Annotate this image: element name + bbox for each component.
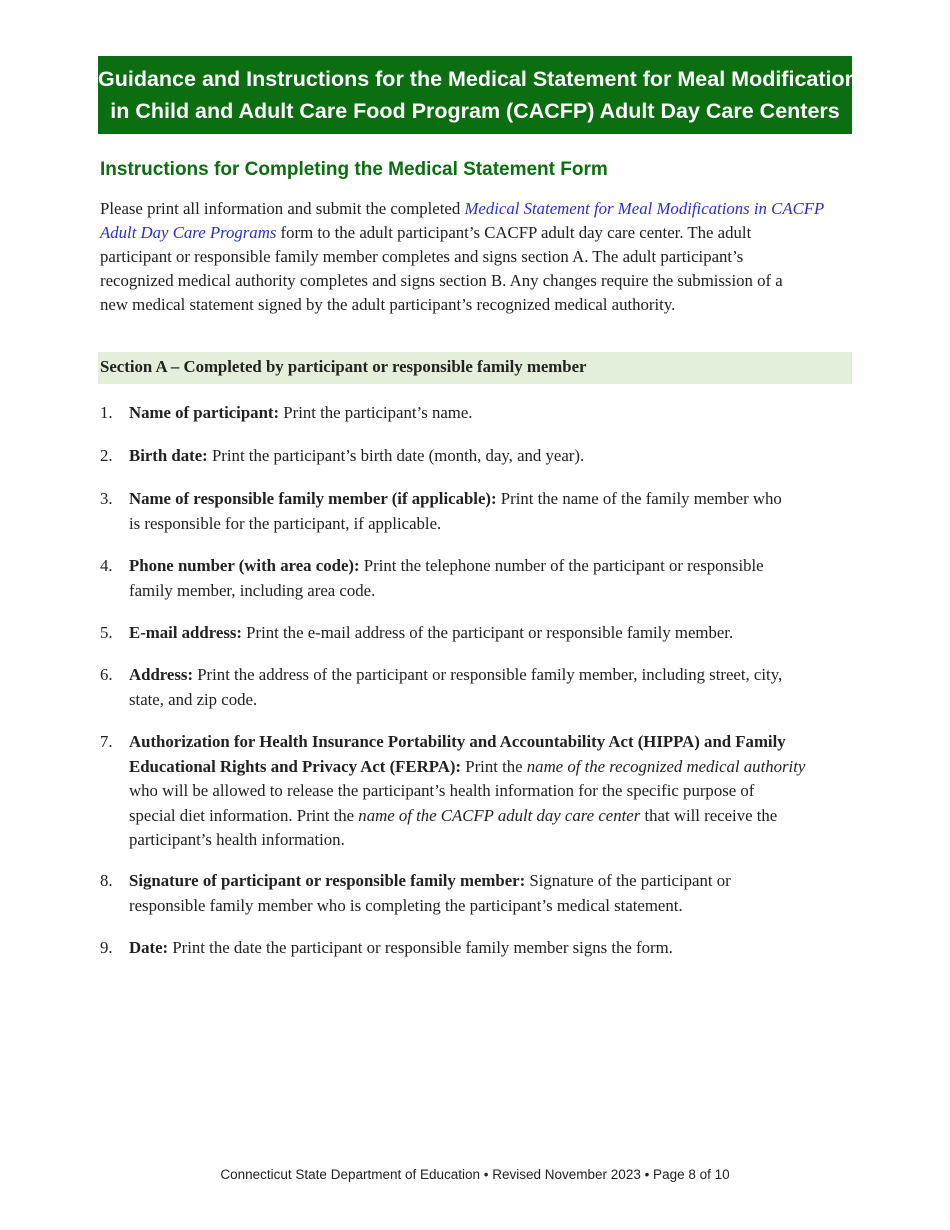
item-text: is responsible for the participant, if applicable. <box>129 513 442 533</box>
item-text: Print the participant’s birth date (month, day, and year). <box>207 446 585 465</box>
title-banner <box>98 56 870 134</box>
page-footer: Connecticut State Department of Education • Revised November 2023 • Page 8 of 10 <box>220 1167 730 1182</box>
item-number: 2. <box>100 446 113 465</box>
item-number: 7. <box>100 732 113 751</box>
item-text: responsible family member who is completing the participant’s medical statement. <box>129 895 683 915</box>
item-text: who will be allowed to release the participant’s health information for the specific purpose of <box>129 781 755 800</box>
item-text: Print the <box>461 756 527 776</box>
item-text: family member, including area code. <box>129 580 376 600</box>
item-label: Phone number (with area code): <box>129 556 360 575</box>
item-number: 8. <box>100 871 113 890</box>
medical-statement-link[interactable]: Medical Statement for Meal Modifications in CACFP <box>464 199 825 218</box>
intro-text: new medical statement signed by the adult participant’s recognized medical authority. <box>100 295 676 314</box>
item-text: Print the date the participant or responsible family member signs the form. <box>168 938 673 957</box>
item-number: 1. <box>100 403 113 422</box>
intro-text: form to the adult participant’s CACFP adult day care center. The adult <box>276 223 752 242</box>
section-heading: Instructions for Completing the Medical Statement Form <box>100 159 608 180</box>
banner-title-line-1: Guidance and Instructions for the Medical Statement for Meal Modifications <box>98 67 870 91</box>
intro-paragraph <box>100 197 852 317</box>
item-text: state, and zip code. <box>129 689 258 709</box>
item-text-italic: name of the CACFP adult day care center <box>358 805 641 825</box>
item-number: 9. <box>100 938 113 957</box>
item-label: Birth date: <box>129 446 208 465</box>
item-text: that will receive the <box>640 805 778 825</box>
item-text: Print the address of the participant or responsible family member, including street, city, <box>193 665 783 684</box>
item-text: participant’s health information. <box>129 830 345 849</box>
item-label: E-mail address: <box>129 623 242 642</box>
item-text: Print the participant’s name. <box>279 403 473 422</box>
item-text: Print the telephone number of the participant or responsible <box>359 556 764 575</box>
item-number: 6. <box>100 665 113 684</box>
section-a-header: Section A – Completed by participant or responsible family member <box>98 352 852 384</box>
item-label: Name of responsible family member (if applicable): <box>129 489 497 508</box>
medical-statement-link-continued[interactable]: Adult Day Care Programs <box>100 223 277 242</box>
item-label: Name of participant: <box>129 403 280 422</box>
item-number: 3. <box>100 489 113 508</box>
item-text: Print the name of the family member who <box>496 489 782 508</box>
item-label: Address: <box>129 665 194 684</box>
item-text: Print the e-mail address of the participant or responsible family member. <box>241 623 734 642</box>
item-label: Educational Rights and Privacy Act (FERPA): <box>129 756 462 776</box>
item-text: Signature of the participant or <box>525 871 731 890</box>
item-label: Signature of participant or responsible family member: <box>129 871 526 890</box>
item-number: 5. <box>100 623 113 642</box>
intro-text: participant or responsible family member completes and signs section A. The adult participant’s <box>100 247 744 266</box>
intro-text: Please print all information and submit the completed <box>100 199 465 218</box>
item-text: special diet information. Print the <box>129 805 359 825</box>
item-number: 4. <box>100 556 113 575</box>
item-label: Date: <box>129 938 169 957</box>
item-label: Authorization for Health Insurance Portability and Accountability Act (HIPPA) and Family <box>129 732 786 751</box>
intro-text: recognized medical authority completes and signs section B. Any changes require the submission of a <box>100 271 783 290</box>
item-text-italic: name of the recognized medical authority <box>526 756 806 776</box>
banner-title-line-2: in Child and Adult Care Food Program (CACFP) Adult Day Care Centers <box>110 99 840 123</box>
